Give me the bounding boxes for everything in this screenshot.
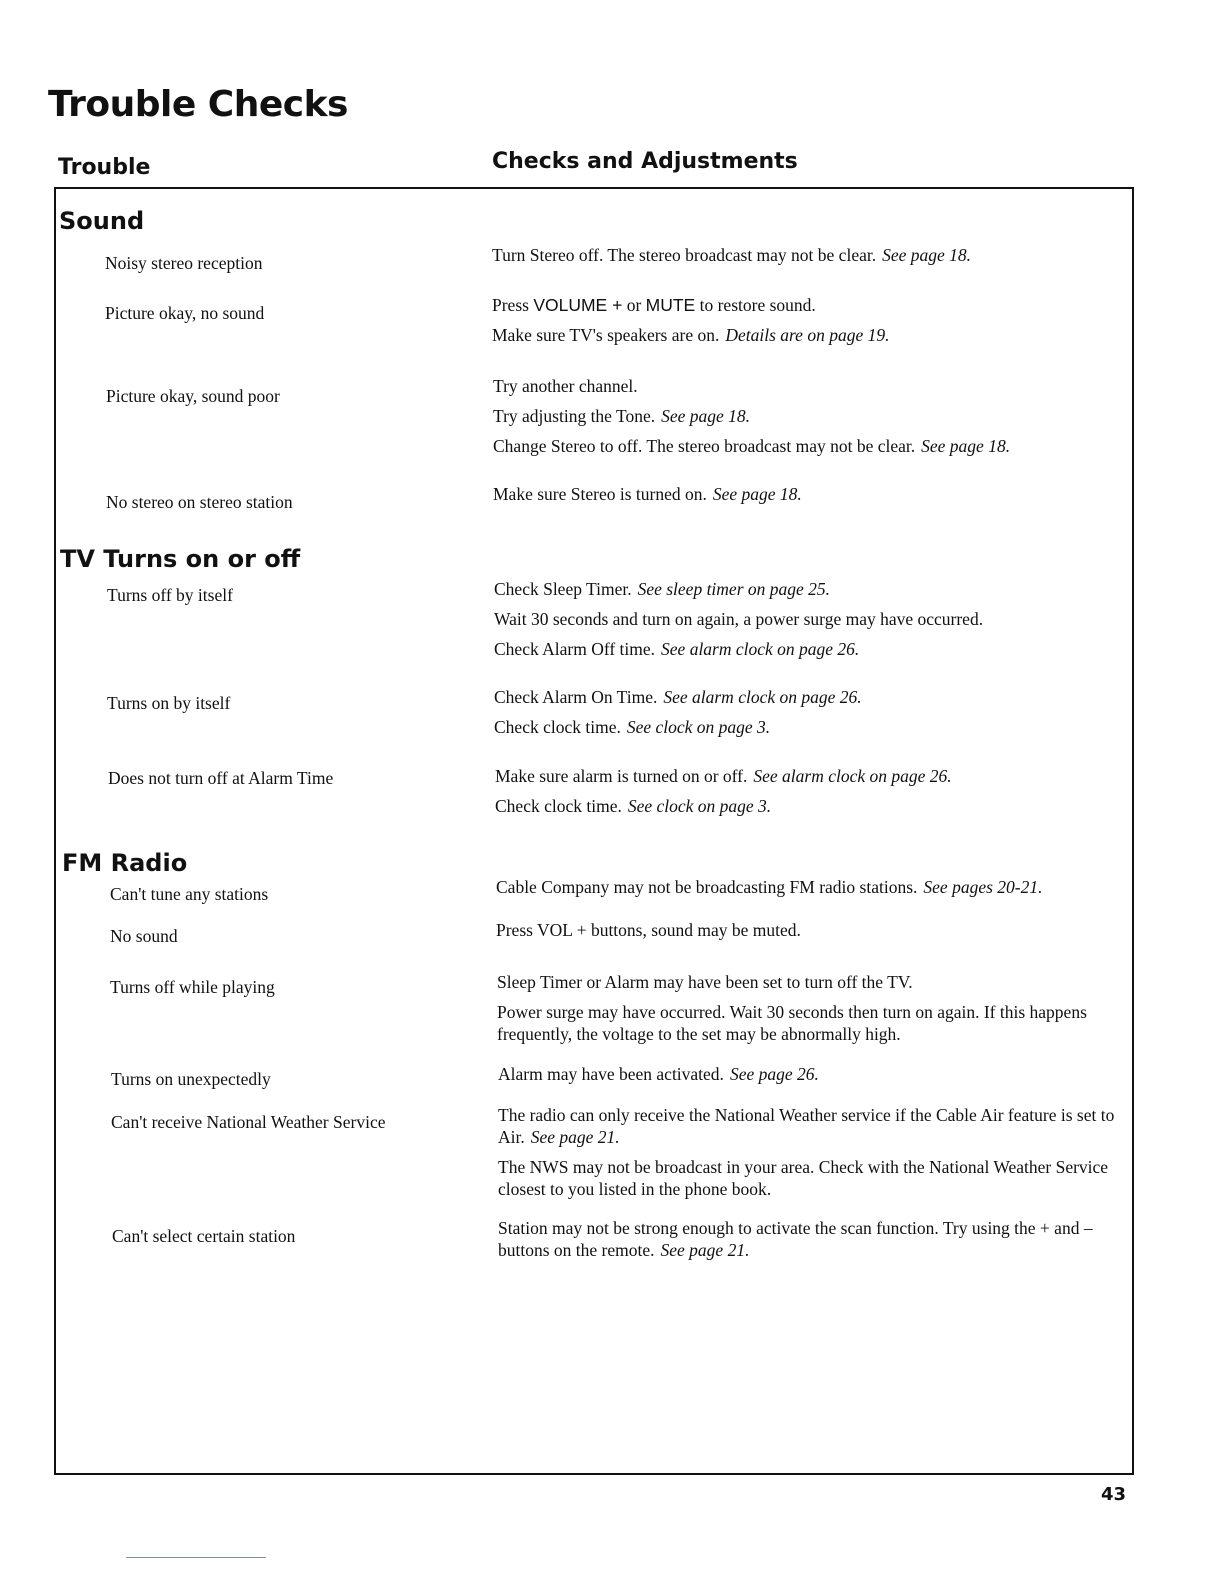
page-title: Trouble Checks [48, 84, 348, 125]
trouble-item: Can't receive National Weather Service [111, 1112, 386, 1132]
page-reference: See clock on page 3. [627, 796, 772, 816]
mute-key-label: MUTE [645, 295, 696, 315]
footer-rule [126, 1557, 266, 1558]
check-line: Cable Company may not be broadcasting FM radio stations. See pages 20-21. [496, 877, 1043, 897]
check-paragraph: The NWS may not be broadcast in your area. Check with the National Weather Service closest to you listed in the phone book. [498, 1157, 1109, 1199]
trouble-item: Noisy stereo reception [105, 253, 263, 273]
trouble-item: Turns off by itself [107, 585, 233, 605]
volume-key-label: VOLUME + [533, 295, 623, 315]
check-line: Check Alarm Off time. See alarm clock on page 26. [494, 639, 860, 659]
check-line: Check Sleep Timer. See sleep timer on page 25. [494, 579, 831, 599]
check-paragraph: Power surge may have occurred. Wait 30 seconds then turn on again. If this happens frequently, the voltage to the set may be abnormally high. [497, 1002, 1087, 1044]
page-reference: See alarm clock on page 26. [661, 639, 860, 659]
check-block [493, 375, 1010, 465]
page-reference: See page 18. [921, 436, 1011, 456]
page-reference: See page 26. [729, 1064, 819, 1084]
check-block [492, 294, 889, 354]
check-block [498, 1104, 1118, 1208]
check-block [496, 876, 1042, 906]
check-paragraph: The radio can only receive the National Weather service if the Cable Air feature is set to Air. See page 21. [498, 1105, 1115, 1147]
page-reference: See page 18. [712, 484, 802, 504]
check-block [492, 244, 971, 274]
check-line: Press VOL + buttons, sound may be muted. [496, 920, 801, 940]
check-line: Make sure alarm is turned on or off. See alarm clock on page 26. [495, 766, 952, 786]
page-reference: See clock on page 3. [626, 717, 771, 737]
check-block [494, 578, 983, 668]
section-heading-fm-radio: FM Radio [62, 849, 188, 877]
check-line: Check clock time. See clock on page 3. [494, 717, 771, 737]
trouble-item: Picture okay, sound poor [106, 386, 280, 406]
section-heading-tv: TV Turns on or off [60, 545, 301, 573]
check-line: Turn Stereo off. The stereo broadcast may not be clear. See page 18. [492, 245, 972, 265]
page-reference: See page 21. [530, 1127, 620, 1147]
check-line: Make sure TV's speakers are on. Details are on page 19. [492, 325, 890, 345]
check-line: Press VOLUME + or MUTE to restore sound. [492, 295, 816, 315]
check-block [495, 765, 952, 825]
check-line: Change Stereo to off. The stereo broadcast may not be clear. See page 18. [493, 436, 1011, 456]
check-block [493, 483, 802, 513]
check-line: Make sure Stereo is turned on. See page 18. [493, 484, 802, 504]
trouble-item: No sound [110, 926, 178, 946]
trouble-item: Turns on unexpectedly [111, 1069, 271, 1089]
trouble-item: Can't select certain station [112, 1226, 296, 1246]
check-paragraph: Station may not be strong enough to activate the scan function. Try using the + and – buttons on the remote. See page 21. [498, 1218, 1093, 1260]
column-header-trouble: Trouble [58, 155, 151, 180]
check-block [498, 1063, 819, 1093]
check-block [496, 919, 801, 949]
page-reference: See alarm clock on page 26. [753, 766, 952, 786]
trouble-item: Does not turn off at Alarm Time [108, 768, 334, 788]
check-line: Check clock time. See clock on page 3. [495, 796, 772, 816]
column-header-checks: Checks and Adjustments [492, 149, 798, 174]
page-reference: See page 18. [882, 245, 972, 265]
page-reference: See alarm clock on page 26. [663, 687, 862, 707]
trouble-item: Turns on by itself [107, 693, 231, 713]
page-reference: See pages 20-21. [923, 877, 1043, 897]
check-line: Sleep Timer or Alarm may have been set to turn off the TV. [497, 972, 913, 992]
check-line: Alarm may have been activated. See page 26. [498, 1064, 819, 1084]
section-heading-sound: Sound [59, 207, 145, 235]
trouble-item: Picture okay, no sound [105, 303, 265, 323]
page-reference: See page 21. [660, 1240, 750, 1260]
check-block [498, 1217, 1118, 1269]
check-line: Check Alarm On Time. See alarm clock on page 26. [494, 687, 862, 707]
trouble-item: Can't tune any stations [110, 884, 269, 904]
check-line: Try another channel. [493, 376, 638, 396]
page-reference: Details are on page 19. [725, 325, 890, 345]
trouble-item: No stereo on stereo station [106, 492, 293, 512]
trouble-item: Turns off while playing [110, 977, 275, 997]
check-line: Wait 30 seconds and turn on again, a power surge may have occurred. [494, 609, 984, 629]
check-line: Try adjusting the Tone. See page 18. [493, 406, 751, 426]
check-block [497, 971, 1117, 1053]
check-block [494, 686, 862, 746]
page-number: 43 [1101, 1484, 1127, 1505]
page-reference: See sleep timer on page 25. [637, 579, 831, 599]
page-reference: See page 18. [661, 406, 751, 426]
